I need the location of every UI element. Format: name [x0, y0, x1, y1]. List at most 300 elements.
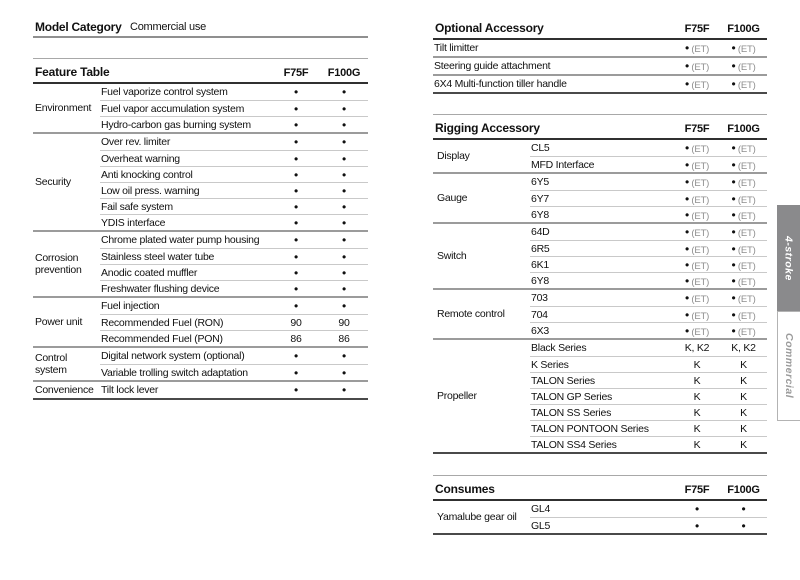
item-value [720, 502, 767, 516]
et-note: (ET) [688, 244, 710, 256]
et-note: (ET) [688, 62, 710, 73]
bullet-icon: • [294, 151, 298, 166]
et-note: (ET) [735, 260, 756, 272]
table-row [530, 340, 767, 356]
group-label: Gauge [437, 192, 468, 204]
item-value [320, 135, 368, 149]
model-category-label: Model Category [35, 20, 122, 34]
bullet-icon: • [342, 233, 346, 247]
item-name: Chrome plated water pump housing [101, 234, 260, 246]
left-column [33, 18, 368, 400]
item-name: 6Y5 [531, 176, 549, 188]
item-value [720, 308, 767, 322]
bullet-icon: • [294, 365, 298, 380]
bullet-icon: • [741, 502, 746, 516]
item-name: 703 [531, 292, 548, 304]
feature-table-title: Feature Table [35, 65, 110, 79]
item-name: TALON Series [531, 374, 595, 387]
item-value [674, 59, 720, 73]
bullet-icon: • [342, 151, 346, 166]
et-note: (ET) [735, 194, 756, 206]
bullet-icon: • [294, 183, 298, 198]
item-value [320, 118, 368, 132]
bullet-icon: • [294, 215, 298, 230]
table-row [100, 264, 368, 280]
table-row [530, 372, 767, 388]
group-label: Yamalube gear oil [437, 511, 517, 523]
table-row [100, 134, 368, 150]
bullet-icon: • [294, 167, 298, 182]
rigging-accessory-body [433, 140, 767, 454]
table-row [433, 58, 767, 74]
item-value: K, K2 [731, 342, 756, 354]
bullet-icon: • [294, 135, 298, 149]
bullet-icon: • [684, 273, 689, 288]
item-value [272, 200, 320, 214]
item-value [320, 250, 368, 264]
et-note: (ET) [735, 310, 756, 322]
item-name: Tilt limitter [434, 42, 479, 54]
table-row [100, 314, 368, 330]
item-value [674, 41, 720, 55]
table-row [530, 404, 767, 420]
item-value [320, 299, 368, 313]
item-name: TALON SS4 Series [531, 438, 617, 451]
bullet-icon: • [731, 141, 736, 155]
bullet-icon: • [684, 77, 689, 91]
table-row [100, 84, 368, 100]
group-label: Corrosion prevention [35, 252, 82, 276]
group-label: Convenience [35, 384, 94, 396]
column-header-f100g: F100G [727, 484, 760, 496]
column-header-f100g: F100G [727, 123, 760, 135]
table-row [433, 40, 767, 56]
table-row [530, 517, 767, 533]
feature-table [33, 58, 368, 400]
et-note: (ET) [688, 326, 710, 338]
item-name: 6R5 [531, 242, 550, 255]
rigging-accessory-header [433, 118, 767, 140]
bullet-icon: • [695, 502, 699, 516]
et-note: (ET) [735, 178, 756, 189]
item-value [720, 77, 767, 91]
tab-commercial-label: Commercial [783, 333, 795, 399]
item-value [320, 152, 368, 166]
bullet-icon: • [342, 135, 346, 149]
item-name: Anodic coated muffler [101, 266, 198, 279]
item-value: K [693, 358, 701, 371]
et-note: (ET) [735, 244, 756, 256]
item-value [720, 175, 767, 189]
et-note: (ET) [688, 260, 710, 272]
item-value [720, 242, 767, 256]
tab-4-stroke-label: 4-stroke [782, 235, 795, 281]
item-value [720, 324, 767, 338]
et-note: (ET) [688, 294, 710, 305]
et-note: (ET) [735, 144, 756, 155]
item-value [320, 366, 368, 380]
table-row [100, 166, 368, 182]
item-value [674, 291, 720, 305]
table-group [433, 222, 767, 288]
item-name: 6X3 [531, 324, 549, 337]
bullet-icon: • [731, 207, 736, 222]
item-name: Recommended Fuel (RON) [101, 316, 224, 329]
item-value: K [693, 374, 701, 387]
bullet-icon: • [294, 281, 298, 296]
bullet-icon: • [342, 199, 346, 214]
item-value [320, 200, 368, 214]
item-value [272, 282, 320, 296]
item-value [320, 168, 368, 182]
item-name: 64D [531, 226, 550, 238]
et-note: (ET) [735, 276, 756, 288]
et-note: (ET) [688, 194, 710, 206]
table-row [530, 206, 767, 222]
item-name: YDIS interface [101, 216, 166, 229]
item-value [272, 168, 320, 182]
table-row [100, 116, 368, 132]
bullet-icon: • [684, 59, 689, 73]
item-value [674, 308, 720, 322]
bullet-icon: • [684, 257, 689, 272]
item-value: 86 [338, 332, 350, 345]
model-category-value: Commercial use [130, 21, 206, 33]
et-note: (ET) [735, 326, 756, 338]
bullet-icon: • [731, 77, 736, 91]
item-name: Tilt lock lever [101, 384, 159, 396]
bullet-icon: • [731, 175, 736, 189]
table-group [33, 346, 368, 380]
table-group [433, 74, 767, 92]
item-name: Steering guide attachment [434, 60, 551, 72]
item-value [272, 299, 320, 313]
item-value [320, 184, 368, 198]
table-row [100, 100, 368, 116]
item-value [272, 152, 320, 166]
optional-accessory-table [433, 18, 767, 94]
item-value [320, 349, 368, 363]
table-group [33, 296, 368, 346]
item-value [272, 184, 320, 198]
table-row [530, 256, 767, 272]
item-value [674, 77, 720, 91]
item-name: Recommended Fuel (PON) [101, 332, 223, 345]
item-value [720, 41, 767, 55]
et-note: (ET) [688, 276, 710, 288]
table-group [433, 40, 767, 56]
et-note: (ET) [688, 228, 710, 239]
et-note: (ET) [688, 80, 710, 91]
bullet-icon: • [684, 323, 689, 338]
item-name: 6K1 [531, 258, 549, 271]
bullet-icon: • [731, 41, 736, 55]
item-value [720, 141, 767, 155]
column-header-f75f: F75F [684, 484, 710, 496]
item-name: Fuel injection [101, 300, 160, 312]
consumes-title: Consumes [435, 482, 495, 496]
rigging-accessory-title: Rigging Accessory [435, 121, 540, 135]
item-name: Freshwater flushing device [101, 282, 220, 295]
item-name: 6Y8 [531, 208, 549, 221]
item-name: TALON SS Series [531, 406, 612, 419]
item-value: K [740, 406, 747, 419]
bullet-icon: • [731, 225, 736, 239]
item-value [674, 502, 720, 516]
item-name: TALON GP Series [531, 390, 613, 403]
item-value [320, 102, 368, 116]
table-row [100, 280, 368, 296]
item-value [720, 158, 767, 172]
table-row [100, 150, 368, 166]
item-value [720, 291, 767, 305]
column-header-f100g: F100G [327, 67, 361, 79]
bullet-icon: • [731, 273, 736, 288]
table-row [100, 214, 368, 230]
table-group [33, 132, 368, 230]
item-name: 6Y8 [531, 274, 549, 287]
item-name: Low oil press. warning [101, 184, 200, 197]
item-value [320, 282, 368, 296]
table-row [530, 356, 767, 372]
group-label: Switch [437, 250, 467, 262]
item-value [720, 274, 767, 288]
bullet-icon: • [294, 265, 298, 280]
column-header-f75f: F75F [684, 23, 710, 35]
bullet-icon: • [294, 117, 298, 132]
item-name: GL4 [531, 503, 551, 515]
table-group [433, 338, 767, 452]
table-row [530, 174, 767, 190]
item-value [674, 208, 720, 222]
bullet-icon: • [342, 183, 346, 198]
table-row [100, 364, 368, 380]
item-value: K [740, 438, 747, 451]
table-row [530, 290, 767, 306]
bullet-icon: • [342, 101, 346, 116]
item-value: K [693, 438, 701, 451]
table-group [433, 288, 767, 338]
item-value [674, 175, 720, 189]
bullet-icon: • [731, 241, 736, 256]
item-value [272, 216, 320, 230]
group-label: Display [437, 150, 470, 162]
bullet-icon: • [731, 257, 736, 272]
table-row [100, 348, 368, 364]
item-name: Fuel vaporize control system [101, 86, 228, 98]
item-name: Hydro-carbon gas burning system [101, 118, 251, 131]
bullet-icon: • [684, 175, 689, 189]
optional-accessory-body [433, 40, 767, 94]
item-value [272, 135, 320, 149]
item-value [320, 266, 368, 280]
item-value: K [740, 390, 747, 403]
tab-commercial[interactable] [777, 311, 800, 421]
bullet-icon: • [731, 323, 736, 338]
bullet-icon: • [695, 518, 699, 533]
item-value: K [740, 422, 747, 435]
table-row [530, 156, 767, 172]
table-row [530, 140, 767, 156]
table-row [100, 198, 368, 214]
bullet-icon: • [342, 167, 346, 182]
bullet-icon: • [731, 59, 736, 73]
tab-4-stroke[interactable] [777, 205, 800, 311]
item-name: GL5 [531, 519, 551, 532]
bullet-icon: • [342, 265, 346, 280]
et-note: (ET) [735, 160, 756, 172]
bullet-icon: • [342, 85, 346, 99]
table-row [530, 436, 767, 452]
et-note: (ET) [688, 178, 710, 189]
et-note: (ET) [735, 210, 756, 222]
et-note: (ET) [735, 228, 756, 239]
table-group [433, 501, 767, 533]
table-row [100, 330, 368, 346]
consumes-header [433, 479, 767, 501]
bullet-icon: • [294, 85, 298, 99]
table-group [33, 230, 368, 296]
et-note: (ET) [735, 294, 756, 305]
column-header-f75f: F75F [684, 123, 710, 135]
table-row [530, 420, 767, 436]
bullet-icon: • [684, 225, 689, 239]
table-row [530, 322, 767, 338]
bullet-icon: • [342, 117, 346, 132]
optional-accessory-title: Optional Accessory [435, 21, 544, 35]
table-row [100, 298, 368, 314]
item-value: 90 [290, 316, 302, 329]
bullet-icon: • [731, 191, 736, 206]
table-row [530, 501, 767, 517]
bullet-icon: • [342, 365, 346, 380]
item-value [320, 85, 368, 99]
bullet-icon: • [294, 233, 298, 247]
bullet-icon: • [684, 41, 689, 55]
feature-table-header [33, 62, 368, 84]
item-value [272, 233, 320, 247]
group-label: Security [35, 176, 71, 188]
et-note: (ET) [688, 160, 710, 172]
table-row [530, 190, 767, 206]
item-value [272, 118, 320, 132]
item-name: Variable trolling switch adaptation [101, 366, 248, 379]
bullet-icon: • [342, 383, 346, 397]
item-name: Over rev. limiter [101, 136, 171, 148]
item-value [272, 250, 320, 264]
table-row [100, 232, 368, 248]
bullet-icon: • [731, 307, 736, 322]
consumes-table [433, 475, 767, 535]
bullet-icon: • [731, 291, 736, 305]
et-note: (ET) [688, 144, 710, 155]
item-value [674, 324, 720, 338]
item-value [674, 225, 720, 239]
group-label: Environment [35, 102, 92, 114]
bullet-icon: • [294, 299, 298, 313]
table-row [530, 388, 767, 404]
item-value: 86 [290, 332, 302, 345]
item-value: K [740, 358, 747, 371]
bullet-icon: • [342, 215, 346, 230]
item-value: K [693, 406, 701, 419]
bullet-icon: • [684, 307, 689, 322]
item-name: Anti knocking control [101, 168, 193, 181]
item-value: K [693, 390, 701, 403]
bullet-icon: • [294, 249, 298, 264]
column-header-f75f: F75F [283, 67, 309, 79]
table-row [530, 306, 767, 322]
bullet-icon: • [684, 191, 689, 206]
bullet-icon: • [294, 383, 298, 397]
item-name: 6X4 Multi-function tiller handle [434, 78, 567, 90]
table-row [433, 76, 767, 92]
right-column [433, 18, 767, 535]
bullet-icon: • [684, 291, 689, 305]
item-value [272, 266, 320, 280]
table-group [33, 380, 368, 398]
item-value [320, 383, 368, 397]
bullet-icon: • [731, 157, 736, 172]
table-row [530, 272, 767, 288]
item-name: 704 [531, 308, 548, 321]
item-name: K Series [531, 358, 569, 371]
optional-accessory-header [433, 18, 767, 40]
bullet-icon: • [741, 518, 746, 533]
item-value [720, 208, 767, 222]
item-value [272, 102, 320, 116]
item-value [674, 258, 720, 272]
item-value: K [740, 374, 747, 387]
et-note: (ET) [688, 44, 710, 55]
item-value [272, 366, 320, 380]
item-value [272, 85, 320, 99]
bullet-icon: • [684, 207, 689, 222]
bullet-icon: • [684, 157, 689, 172]
et-note: (ET) [735, 62, 756, 73]
item-value [720, 192, 767, 206]
table-row [530, 224, 767, 240]
item-value [720, 258, 767, 272]
table-row [100, 382, 368, 398]
item-name: Overheat warning [101, 152, 180, 165]
bullet-icon: • [342, 281, 346, 296]
item-name: Fail safe system [101, 200, 173, 213]
bullet-icon: • [684, 141, 689, 155]
item-name: Digital network system (optional) [101, 350, 245, 362]
item-value [674, 274, 720, 288]
group-label: Remote control [437, 308, 505, 320]
rigging-accessory-table [433, 114, 767, 454]
et-note: (ET) [735, 44, 756, 55]
bullet-icon: • [342, 299, 346, 313]
item-name: 6Y7 [531, 192, 549, 205]
item-value [674, 192, 720, 206]
item-value [320, 216, 368, 230]
column-header-f100g: F100G [727, 23, 760, 35]
item-value [720, 519, 767, 533]
table-group [433, 140, 767, 172]
item-value: 90 [338, 316, 350, 329]
item-name: Black Series [531, 342, 587, 354]
item-name: Stainless steel water tube [101, 250, 215, 263]
consumes-body [433, 501, 767, 535]
item-value [674, 519, 720, 533]
item-name: CL5 [531, 142, 550, 154]
bullet-icon: • [294, 101, 298, 116]
table-row [100, 248, 368, 264]
table-group [433, 172, 767, 222]
